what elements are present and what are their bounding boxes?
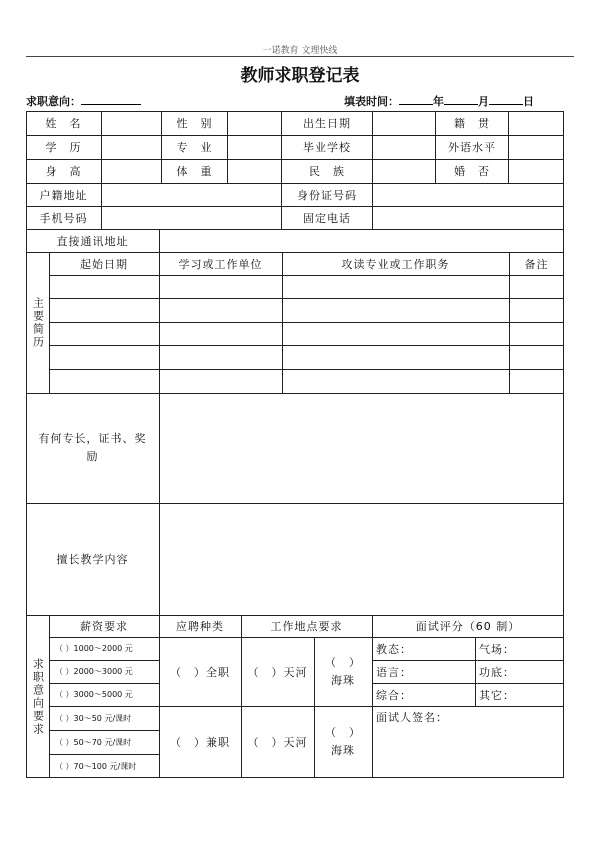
major-input[interactable] (228, 136, 281, 159)
form-title: 教师求职登记表 (240, 66, 360, 86)
school-input[interactable] (373, 136, 435, 159)
label-id-number: 身份证号码 (297, 188, 357, 202)
weight-input[interactable] (228, 160, 281, 183)
label-landline: 固定电话 (303, 211, 351, 225)
header-divider (26, 56, 574, 57)
resume-row[interactable] (50, 299, 563, 322)
location-tianhe-parttime[interactable]: （ ）天河 (247, 736, 308, 749)
label-birth-date: 出生日期 (303, 117, 351, 130)
score-language: 语言： (376, 665, 412, 679)
job-intent-field[interactable] (81, 94, 141, 105)
month-field[interactable] (444, 94, 478, 105)
label-height: 身 高 (45, 165, 82, 178)
birth-date-input[interactable] (373, 112, 435, 135)
header-interview-score: 面试评分（60 制） (415, 620, 521, 633)
resume-row[interactable] (50, 370, 563, 393)
header-job-type: 应聘种类 (176, 620, 224, 633)
header-salary: 薪资要求 (80, 620, 128, 633)
header-work-location: 工作地点要求 (270, 620, 343, 633)
label-native-place: 籍 贯 (454, 117, 490, 130)
mobile-input[interactable] (102, 207, 281, 229)
location-haizhu-fulltime[interactable]: （ ）海珠 (325, 655, 361, 687)
fill-time-label: 填表时间： (344, 95, 399, 108)
skills-input[interactable] (160, 394, 563, 503)
resume-section-label: 主要简历 (31, 296, 45, 349)
score-overall: 综合： (376, 688, 412, 702)
marriage-input[interactable] (509, 160, 563, 183)
resume-row[interactable] (50, 276, 563, 298)
job-intent-line (26, 93, 141, 109)
month-label: 月 (478, 95, 489, 108)
label-ethnicity: 民 族 (309, 165, 345, 178)
resume-row[interactable] (50, 323, 563, 345)
landline-input[interactable] (373, 207, 563, 229)
day-label: 日 (523, 95, 534, 108)
location-haizhu-parttime[interactable]: （ ）海珠 (325, 726, 361, 757)
household-input[interactable] (102, 184, 281, 206)
salary-option-30-50-per-class[interactable]: （ ）30～50 元/课时 (55, 713, 132, 723)
label-name: 姓 名 (45, 117, 82, 130)
height-input[interactable] (102, 160, 161, 183)
resume-header-start-date: 起始日期 (80, 257, 128, 271)
score-manner: 教态： (376, 642, 412, 656)
label-weight: 体 重 (176, 165, 213, 178)
requirements-section-label: 求职意向要求 (31, 657, 45, 736)
label-marriage: 婚 否 (454, 165, 490, 178)
interviewer-signature-field[interactable] (373, 727, 563, 777)
parttime-option[interactable]: （ ）兼职 (170, 736, 230, 749)
salary-option-50-70-per-class[interactable]: （ ）50～70 元/课时 (55, 737, 132, 747)
label-major: 专 业 (176, 141, 213, 154)
name-input[interactable] (102, 112, 161, 135)
year-label: 年 (433, 95, 444, 108)
label-foreign-language: 外语水平 (448, 141, 496, 154)
native-place-input[interactable] (509, 112, 563, 135)
salary-option-3000-5000[interactable]: （ ）3000～5000 元 (55, 690, 133, 699)
salary-option-70-100-per-class[interactable]: （ ）70～100 元/课时 (55, 761, 137, 771)
ethnicity-input[interactable] (373, 160, 435, 183)
resume-row[interactable] (50, 346, 563, 369)
address-input[interactable] (160, 230, 563, 252)
interviewer-signature-label: 面试人签名： (376, 711, 448, 724)
salary-option-2000-3000[interactable]: （ ）2000～3000 元 (55, 667, 133, 676)
fulltime-option[interactable]: （ ）全职 (170, 665, 230, 679)
label-gender: 性 别 (176, 117, 213, 130)
label-teaching: 擅长教学内容 (56, 553, 129, 566)
education-input[interactable] (102, 136, 161, 159)
page-header: 一诺教育 文理快线 (262, 46, 338, 56)
label-household: 户籍地址 (39, 188, 88, 202)
salary-option-1000-2000[interactable]: （ ）1000～2000 元 (55, 644, 133, 653)
resume-header-unit: 学习或工作单位 (178, 257, 263, 271)
score-presence: 气场： (479, 642, 515, 656)
year-field[interactable] (399, 94, 433, 105)
resume-header-remarks: 备注 (524, 257, 549, 271)
label-school: 毕业学校 (303, 141, 351, 154)
score-other: 其它： (479, 688, 515, 702)
gender-input[interactable] (228, 112, 281, 135)
label-mobile: 手机号码 (39, 211, 88, 225)
resume-header-position: 攻读专业或工作职务 (341, 257, 450, 271)
foreign-language-input[interactable] (509, 136, 563, 159)
teaching-input[interactable] (160, 504, 563, 615)
score-foundation: 功底： (479, 665, 515, 679)
label-education: 学 历 (45, 141, 82, 154)
location-tianhe-fulltime[interactable]: （ ）天河 (247, 665, 308, 679)
registration-form (26, 111, 564, 778)
job-intent-label: 求职意向： (26, 95, 81, 108)
label-skills: 有何专长，证书、奖励 (38, 432, 147, 463)
id-number-input[interactable] (373, 184, 563, 206)
day-field[interactable] (489, 94, 523, 105)
fill-time-line (344, 93, 534, 109)
label-address: 直接通讯地址 (56, 234, 129, 248)
